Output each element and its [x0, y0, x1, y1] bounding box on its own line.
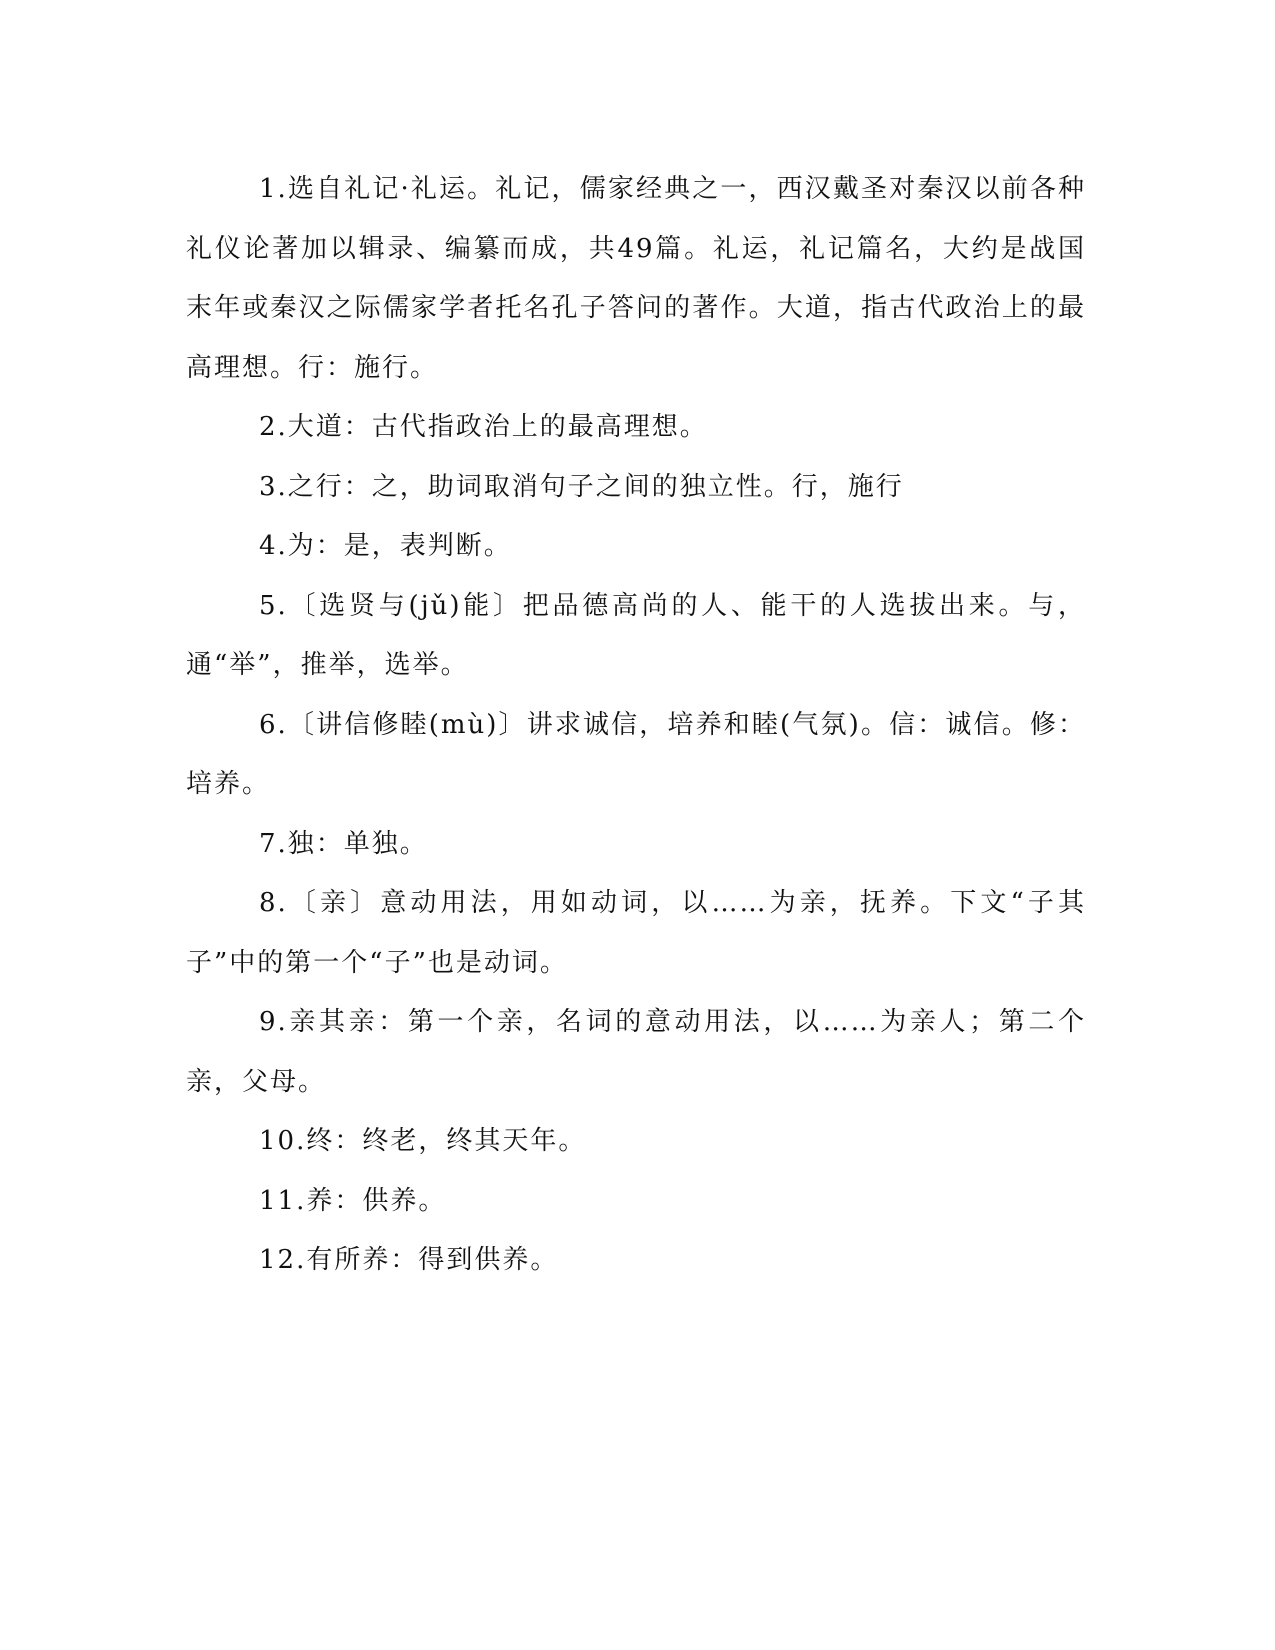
- note-10: 10.终：终老，终其天年。: [259, 1126, 587, 1156]
- note-11: 11.养：供养。: [259, 1185, 447, 1216]
- note-9: 9.亲其亲：第一个亲，名词的意动用法，以……为亲人；第二个亲，父母。: [186, 1007, 1086, 1097]
- note-2: 2.大道：古代指政治上的最高理想。: [259, 412, 708, 442]
- note-5: 5.〔选贤与(jǔ)能〕把品德高尚的人、能干的人选拔出来。与，通“举”，推举，选举。: [186, 590, 1086, 680]
- note-3: 3.之行：之，助词取消句子之间的独立性。行，施行: [259, 471, 904, 502]
- note-4: 4.为：是，表判断。: [259, 531, 512, 561]
- note-12: 12.有所养：得到供养。: [259, 1245, 559, 1275]
- note-1: 1.选自礼记·礼运。礼记，儒家经典之一，西汉戴圣对秦汉以前各种礼仪论著加以辑录、编纂而成，共49篇。礼运，礼记篇名，大约是战国末年或秦汉之际儒家学者托名孔子答问的著作。大道，指古代政治上的最高理想。行：施行。: [186, 174, 1086, 383]
- note-8: 8.〔亲〕意动用法，用如动词，以……为亲，抚养。下文“子其子”中的第一个“子”也是动词。: [186, 888, 1086, 978]
- note-6: 6.〔讲信修睦(mù)〕讲求诚信，培养和睦(气氛)。信：诚信。修：培养。: [186, 709, 1086, 799]
- note-7: 7.独：单独。: [259, 828, 428, 859]
- annotation-list: [186, 160, 1086, 1291]
